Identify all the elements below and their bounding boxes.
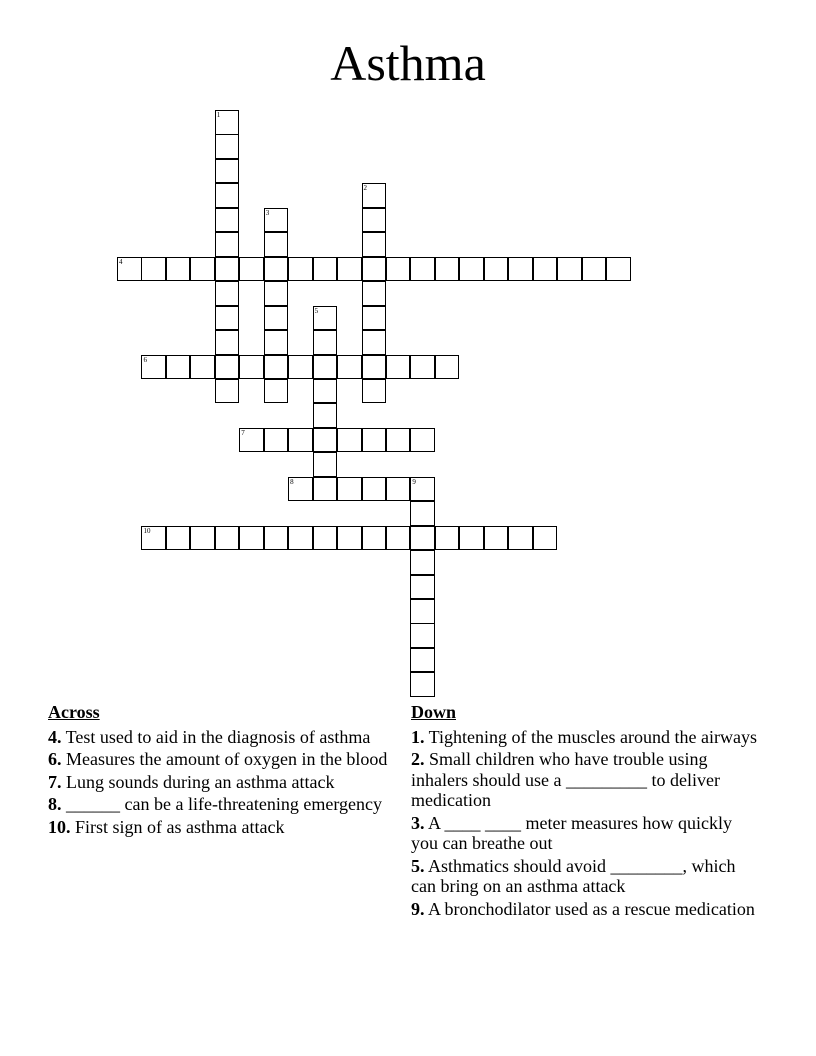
across-heading: Across	[48, 702, 100, 722]
grid-cell[interactable]	[215, 208, 240, 233]
grid-cell[interactable]	[313, 355, 338, 380]
grid-cell[interactable]	[215, 110, 240, 135]
clue-number: 6.	[48, 749, 62, 769]
grid-cell[interactable]	[410, 477, 435, 502]
grid-cell[interactable]	[313, 379, 338, 404]
across-clue	[48, 749, 388, 770]
clue-number: 2.	[411, 749, 425, 769]
grid-cell[interactable]	[215, 183, 240, 208]
grid-cell[interactable]	[435, 257, 460, 282]
grid-cell[interactable]	[582, 257, 607, 282]
clue-number: 5.	[411, 855, 425, 876]
grid-cell[interactable]	[239, 526, 264, 551]
grid-cell[interactable]	[190, 355, 215, 380]
down-clues	[411, 702, 761, 921]
grid-cell[interactable]	[410, 599, 435, 624]
cell-number: 1	[216, 111, 221, 119]
grid-cell[interactable]	[215, 281, 240, 306]
clue-text: Tightening of the muscles around the airways	[424, 726, 757, 747]
grid-cell[interactable]	[337, 257, 362, 282]
clue-number: 10.	[48, 816, 71, 837]
clue-text: A ____ ____ meter measures how quickly you can breathe out	[411, 812, 732, 853]
grid-cell[interactable]	[362, 379, 387, 404]
grid-cell[interactable]	[264, 281, 289, 306]
clue-number: 4.	[48, 726, 62, 747]
grid-cell[interactable]	[533, 257, 558, 282]
grid-cell[interactable]	[215, 330, 240, 355]
cell-number: 4	[119, 257, 123, 266]
grid-cell[interactable]	[337, 428, 362, 453]
clue-text: ______ can be a life-threatening emergency	[61, 794, 383, 814]
across-clue	[48, 817, 388, 838]
grid-cell[interactable]	[190, 526, 215, 551]
clue-text: First sign of as asthma attack	[70, 816, 285, 837]
grid-cell[interactable]	[215, 526, 240, 551]
grid-cell[interactable]	[313, 403, 338, 428]
grid-cell[interactable]	[557, 257, 582, 282]
grid-cell[interactable]	[288, 355, 313, 380]
grid-cell[interactable]	[313, 330, 338, 355]
grid-cell[interactable]	[264, 208, 289, 233]
grid-cell[interactable]	[410, 355, 435, 380]
grid-cell[interactable]	[239, 355, 264, 380]
down-clue	[411, 727, 761, 748]
clue-text: Asthmatics should avoid ________, which can bring on an asthma attack	[411, 855, 736, 896]
cell-number: 6	[143, 355, 147, 364]
grid-cell[interactable]	[508, 257, 533, 282]
grid-cell[interactable]	[215, 355, 240, 380]
grid-cell[interactable]	[264, 379, 289, 404]
grid-cell[interactable]	[288, 526, 313, 551]
cell-number: 10	[143, 526, 151, 535]
across-clues	[48, 702, 388, 839]
grid-cell[interactable]	[410, 428, 435, 453]
grid-cell[interactable]	[264, 526, 289, 551]
grid-cell[interactable]	[606, 257, 631, 282]
grid-cell[interactable]	[386, 526, 411, 551]
across-clue	[48, 727, 388, 748]
grid-cell[interactable]	[166, 257, 191, 282]
grid-cell[interactable]	[410, 575, 435, 600]
grid-cell[interactable]	[386, 477, 411, 502]
clue-number: 3.	[411, 812, 425, 833]
page-title: Asthma	[330, 35, 486, 91]
clue-number: 7.	[48, 771, 62, 792]
grid-cell[interactable]	[410, 550, 435, 575]
across-clue-list	[48, 727, 388, 838]
grid-cell[interactable]	[264, 232, 289, 257]
grid-cell[interactable]	[410, 501, 435, 526]
grid-cell[interactable]	[313, 477, 338, 502]
cell-number: 2	[363, 184, 367, 193]
grid-cell[interactable]	[264, 306, 289, 331]
grid-cell[interactable]	[386, 428, 411, 453]
grid-cell[interactable]	[264, 257, 289, 282]
clue-number: 1.	[411, 726, 425, 747]
grid-cell[interactable]	[239, 428, 264, 453]
down-clue	[411, 899, 761, 920]
grid-cell[interactable]	[288, 257, 313, 282]
grid-cell[interactable]	[215, 306, 240, 331]
clue-text: Small children who have trouble using inhalers should use a _________ to deliver medication	[411, 749, 720, 810]
clue-text: Test used to aid in the diagnosis of asthma	[61, 726, 371, 747]
grid-cell[interactable]	[215, 134, 240, 159]
grid-cell[interactable]	[313, 428, 338, 453]
grid-cell[interactable]	[410, 526, 435, 551]
grid-cell[interactable]	[313, 306, 338, 331]
grid-cell[interactable]	[313, 526, 338, 551]
grid-cell[interactable]	[435, 355, 460, 380]
across-clue	[48, 772, 388, 793]
across-clue	[48, 794, 388, 815]
grid-cell[interactable]	[484, 526, 509, 551]
grid-cell[interactable]	[435, 526, 460, 551]
clue-text: Measures the amount of oxygen in the blood	[61, 749, 388, 769]
grid-cell[interactable]	[386, 355, 411, 380]
down-clue	[411, 856, 761, 897]
grid-cell[interactable]	[410, 623, 435, 648]
grid-cell[interactable]	[533, 526, 558, 551]
grid-cell[interactable]	[264, 428, 289, 453]
cell-number: 5	[314, 306, 319, 315]
clue-number: 9.	[411, 898, 425, 919]
cell-number: 9	[412, 477, 416, 486]
grid-cell[interactable]	[508, 526, 533, 551]
grid-cell[interactable]	[362, 477, 387, 502]
grid-cell[interactable]	[215, 159, 240, 184]
grid-cell[interactable]	[362, 232, 387, 257]
grid-cell[interactable]	[362, 257, 387, 282]
grid-cell[interactable]	[362, 526, 387, 551]
grid-cell[interactable]	[459, 526, 484, 551]
grid-cell[interactable]	[362, 355, 387, 380]
grid-cell[interactable]	[362, 208, 387, 233]
grid-cell[interactable]	[362, 428, 387, 453]
grid-cell[interactable]	[362, 330, 387, 355]
grid-cell[interactable]	[337, 355, 362, 380]
grid-cell[interactable]	[288, 477, 313, 502]
grid-cell[interactable]	[410, 672, 435, 697]
cell-number: 7	[241, 428, 245, 437]
grid-cell[interactable]	[288, 428, 313, 453]
grid-cell[interactable]	[141, 526, 166, 551]
grid-cell[interactable]	[264, 355, 289, 380]
clue-text: Lung sounds during an asthma attack	[61, 771, 335, 792]
cell-number: 3	[265, 208, 270, 217]
down-clue	[411, 749, 761, 811]
grid-cell[interactable]	[362, 183, 387, 208]
grid-cell[interactable]	[362, 281, 387, 306]
grid-cell[interactable]	[215, 379, 240, 404]
grid-cell[interactable]	[141, 355, 166, 380]
grid-cell[interactable]	[410, 648, 435, 673]
grid-cell[interactable]	[117, 257, 142, 282]
grid-cell[interactable]	[264, 330, 289, 355]
grid-cell[interactable]	[337, 477, 362, 502]
grid-cell[interactable]	[215, 257, 240, 282]
cell-number: 8	[290, 477, 294, 486]
grid-cell[interactable]	[484, 257, 509, 282]
down-clue	[411, 813, 761, 854]
grid-cell[interactable]	[410, 257, 435, 282]
grid-cell[interactable]	[337, 526, 362, 551]
grid-cell[interactable]	[313, 257, 338, 282]
grid-cell[interactable]	[386, 257, 411, 282]
down-clue-list	[411, 727, 761, 920]
grid-cell[interactable]	[166, 355, 191, 380]
grid-cell[interactable]	[215, 232, 240, 257]
grid-cell[interactable]	[313, 452, 338, 477]
grid-cell[interactable]	[166, 526, 191, 551]
grid-cell[interactable]	[190, 257, 215, 282]
clue-number: 8.	[48, 794, 62, 814]
clue-text: A bronchodilator used as a rescue medication	[424, 898, 755, 919]
grid-cell[interactable]	[459, 257, 484, 282]
grid-cell[interactable]	[141, 257, 166, 282]
grid-cell[interactable]	[362, 306, 387, 331]
down-heading: Down	[411, 702, 457, 722]
grid-cell[interactable]	[239, 257, 264, 282]
